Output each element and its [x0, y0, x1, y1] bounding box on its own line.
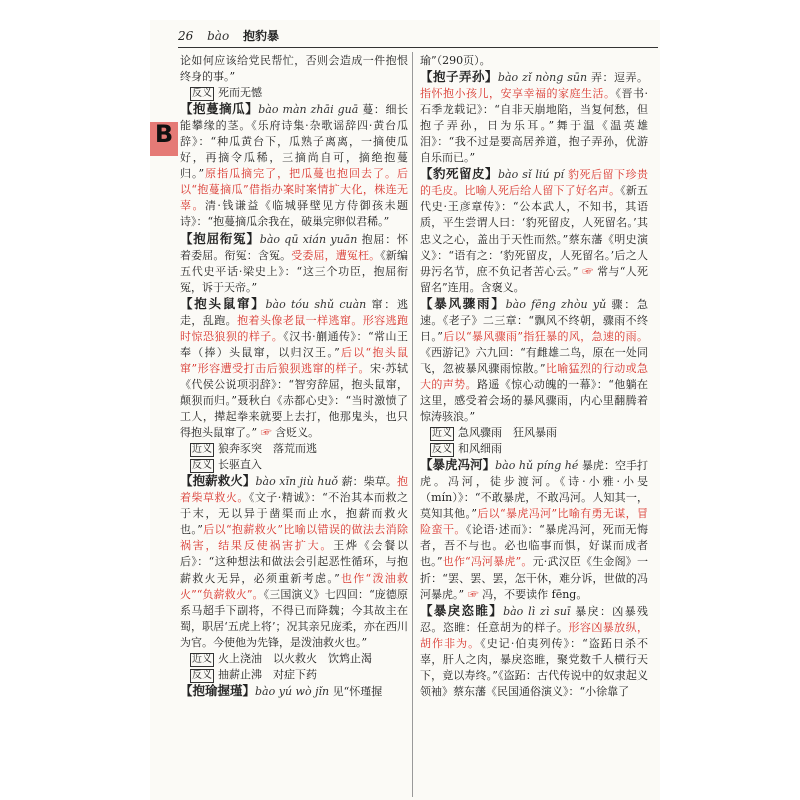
entry-headword: 【豹死留皮】	[420, 166, 498, 182]
antonym-line: 反义 和风细雨	[432, 442, 502, 456]
entry-headword: 【抱瑜握瑾】	[180, 682, 256, 698]
column-divider	[412, 52, 413, 797]
antonym-tag: 反义	[192, 88, 212, 100]
entry-pinyin: bào xīn jiù huǒ	[255, 475, 339, 489]
entry-pinyin: bào zǐ nòng sūn	[497, 71, 588, 85]
antonym-line: 反义 长驱直入	[192, 458, 262, 472]
entry-pinyin: bào màn zhāi guā	[258, 103, 359, 117]
page-number: 26	[178, 29, 194, 43]
entry-bao-hu-ping-he: 【暴虎冯河】bào hǔ píng hé 暴虎：空手打虎。冯河，徒步渡河。《诗·小雅·小旻（mín）》：“不敢暴虎，不敢冯河。人知其一，莫知其他。”后以“暴虎冯河”比喻有勇无谋，冒险蛮干。《论语·述而》：“暴虎冯河，死而无悔者，吾不与也。必也临事而惧，好谋而成者也。”也作“冯河暴虎”。元·武汉臣《生金阁》一折：“罢、罢、罢，怎干休，难分诉，世做的冯河暴虎。” ☞ 冯，不要读作 fēng。	[420, 457, 649, 601]
synonym-line: 近义 火上浇油 以火救火 饮鸩止渴	[192, 651, 372, 665]
intro-text: 瑜”（290页）。	[420, 54, 491, 67]
intro-antonym-line: 反义 死而无憾	[192, 86, 262, 100]
section-letter: B	[154, 120, 174, 148]
entry-headword: 【抱子弄孙】	[420, 69, 498, 85]
page-header	[178, 27, 658, 48]
arrow-icon: ☞	[467, 587, 479, 601]
entry-bao-xin-jiu-huo: 【抱薪救火】bào xīn jiù huǒ 薪：柴草。抱着柴草救火。《文子·精诚》：“不治其本而救之于末，无以异于凿渠而止水，抱薪而救火也。”后以“抱薪救火”比喻以错误的做法去消除祸害，结果反使祸害扩大。王烨《会餐以后》：“这种想法和做法会引起恶性循环，与抱薪救火无异，必须重新考虑。”也作“泼油救火”“负薪救火”。《三国演义》七四回：“庞德原系马超手下副将，不得已而降魏；今其故主在蜀，职居‘五虎上将’；况其亲兄庞柔，亦在西川为官。今使他为先锋，是泼油救火也。”	[180, 473, 409, 649]
antonym-tag: 反义	[192, 460, 212, 472]
entry-bao-man-zhai-gua: 【抱蔓摘瓜】bào màn zhāi guā 蔓：细长能攀缘的茎。《乐府诗集·杂歌谣辞四·黄台瓜辞》：“种瓜黄台下，瓜熟子离离，一摘使瓜好，再摘令瓜稀，三摘尚自可，摘绝抱蔓归。”原指瓜摘完了，把瓜蔓也抱回去了。后以“抱蔓摘瓜”借指办案时案情扩大化，株连无辜。清·钱谦益《临城驿壁见方侍御孩未题诗》：“抱蔓摘瓜余我在，破巢完卵似君稀。”	[180, 101, 409, 229]
entry-bao-qu-xian-yuan: 【抱屈衔冤】bào qū xián yuān 抱屈：怀着委屈。衔冤：含冤。受委屈，遭冤枉。《新编五代史平话·梁史上》：“这三个功臣，抱屈衔冤，诉于天帝。”	[180, 230, 408, 294]
entry-headword: 【抱薪救火】	[180, 473, 256, 489]
entry-bao-feng-zhou-yu: 【暴风骤雨】bào fēng zhòu yǔ 骤：急速。《老子》二三章：“飘风不终朝，骤雨不终日。”后以“暴风骤雨”指狂暴的风，急速的雨。《西游记》六九回：“有雌雄二鸟，原在一处同飞，忽被暴风骤雨惊散。”比喻猛烈的行动或急大的声势。路遥《惊心动魄的一幕》：“他躺在这里，感受着会场的暴风骤雨，内心里翻腾着惊涛骇浪。”	[420, 295, 649, 424]
entry-pinyin: bào qū xián yuān	[259, 232, 358, 246]
entry-bao-si-liu-pi: 【豹死留皮】bào sǐ liú pí 豹死后留下珍贵的毛皮。比喻人死后给人留下了好名声。《新五代史·王彦章传》：“公本武人，不知书，其语质，平生尝谓人曰：‘豹死留皮，人死留名。’其忠义之心，盖出于天性而然。”蔡东藩《明史演义》：“语有之：‘豹死留皮，人死留名。’后之人毋污名节，庶不负记者苦心云。” ☞ 常与“人死留名”连用。含褒义。	[420, 166, 649, 294]
entry-headword: 【暴风骤雨】	[420, 295, 506, 311]
entry-headword: 【抱头鼠窜】	[180, 295, 266, 311]
left-column	[180, 53, 408, 700]
antonym-line: 反义 抽薪止沸 对症下药	[192, 667, 317, 681]
entry-pinyin: bào fēng zhòu yǔ	[505, 297, 607, 311]
synonym-tag: 近义	[192, 444, 212, 456]
intro-text: 论如何应该给党民帮忙，否则会造成一件抱恨终身的事。”	[180, 54, 408, 84]
synonym-line: 近义 狼奔豕突 落荒而逃	[192, 442, 317, 456]
entry-bao-yu-wo-jin: 【抱瑜握瑾】bào yú wò jǐn 见“怀瑾握	[180, 682, 383, 698]
arrow-icon: ☞	[260, 426, 272, 440]
synonym-tag: 近义	[192, 653, 212, 665]
entry-headword: 【抱屈衔冤】	[180, 230, 260, 246]
section-tab	[150, 122, 178, 156]
header-title: 抱豹暴	[243, 29, 280, 43]
synonym-line: 近义 急风骤雨 狂风暴雨	[432, 426, 557, 440]
entry-pinyin: bào sǐ liú pí	[497, 168, 565, 182]
entry-bao-tou-shu-cuan: 【抱头鼠窜】bào tóu shǔ cuàn 窜：逃走，乱跑。抱着头像老鼠一样逃窜。形容逃跑时惊恐狼狈的样子。《汉书·蒯通传》：“常山王奉（捧）头鼠窜，以归汉王。”后以“抱头鼠窜”形容遭受打击后狼狈逃窜的样子。宋·苏轼《代侯公说项羽辞》：“智穷辞屈，抱头鼠窜，颠狈而归。”聂秋白《赤都心史》：“当时激愤了工人，撵起拳来就要上去打，他那鬼头，也只得抱头鼠窜了。” ☞ 含贬义。	[180, 295, 409, 440]
arrow-icon: ☞	[582, 264, 594, 278]
entry-headword: 【暴戾恣睢】	[420, 602, 504, 618]
entry-bao-zi-nong-sun: 【抱子弄孙】bào zǐ nòng sūn 弄：逗弄。指怀抱小孩儿，安享幸福的家庭生活。《晋书·石季龙载记》：“自非天崩地陷，当复何愁，但抱子弄孙，日为乐耳。”舞于温《温英雄泪》：“我不过是要高居养道，抱子弄孙，优游自乐而已。”	[420, 69, 648, 165]
antonym-tag: 反义	[192, 669, 212, 681]
synonym-tag: 近义	[432, 428, 452, 440]
entry-pinyin: bào tóu shǔ cuàn	[265, 297, 367, 311]
entry-pinyin: bào hǔ píng hé	[495, 459, 579, 473]
entry-headword: 【抱蔓摘瓜】	[180, 101, 259, 117]
antonym-tag: 反义	[432, 444, 452, 456]
entry-bao-li-zi-sui: 【暴戾恣睢】bào lì zì suī 暴戾：凶暴残忍。恣睢：任意胡为的样子。形容凶暴放纵，胡作非为。《史记·伯夷列传》：“盗跖日杀不辜，肝人之肉，暴戾恣睢，聚党数千人横行天下，竟以寿终。”《盗跖：古代传说中的奴隶起义领袖》蔡东藩《民国通俗演义》：“小徐靠了	[420, 602, 649, 698]
entry-pinyin: bào lì zì suī	[503, 604, 571, 618]
header-pinyin: bào	[207, 29, 230, 43]
entry-pinyin: bào yú wò jǐn	[255, 684, 330, 698]
entry-headword: 【暴虎冯河】	[420, 457, 496, 473]
right-column	[420, 53, 648, 700]
